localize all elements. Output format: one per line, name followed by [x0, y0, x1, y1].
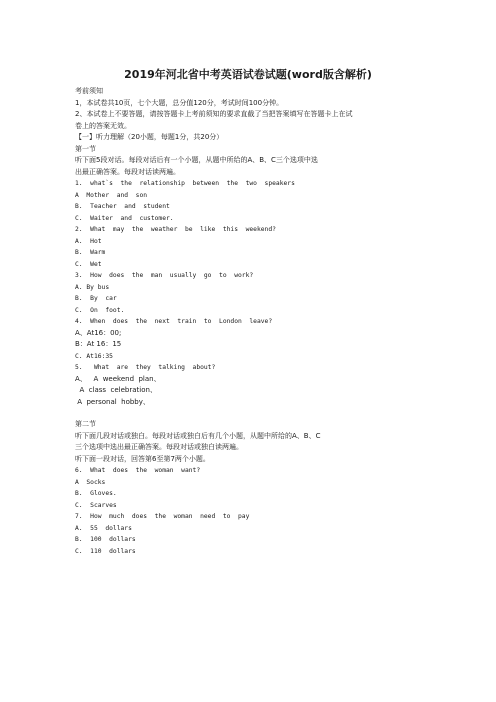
text-line: C. Wet — [75, 260, 102, 268]
text-line: C. On foot. — [75, 306, 125, 314]
text-line: A class celebration、 — [75, 386, 157, 394]
text-line: A. Hot — [75, 237, 102, 245]
text-line: A personal hobby、 — [75, 397, 150, 406]
text-line: B. 100 dollars — [75, 536, 136, 543]
text-line: 听下面一段对话，回答第6至第7两个小题。 — [75, 454, 210, 463]
text-line: 三个选项中选出最正确答案。每段对话或独白读两遍。 — [75, 443, 243, 451]
document-title: 2019年河北省中考英语试卷试题(word版含解析) — [124, 68, 372, 81]
text-line: 1. what`s the relationship between the two speakers — [75, 180, 295, 187]
text-line: 第二节 — [75, 420, 96, 428]
blank-line — [75, 408, 435, 419]
text-line: A. By bus — [75, 283, 110, 291]
text-line: 7. How much does the woman need to pay — [75, 513, 250, 520]
text-line: 考前须知 — [75, 87, 103, 95]
text-line: 1，本试卷共10页，七个大题，总分值120分，考试时间100分钟。 — [75, 98, 284, 107]
text-line: B. Teacher and student — [75, 203, 170, 210]
text-line: C. At16:35 — [75, 352, 113, 360]
document-body — [75, 86, 435, 557]
text-line: 听下面5段对话。每段对话后有一个小题，从题中所给的A、B、C三个选项中选 — [75, 156, 318, 164]
text-line: C. Waiter and customer. — [75, 214, 174, 222]
text-line: B. Warm — [75, 249, 106, 256]
text-line: C. Scarves — [75, 501, 117, 509]
text-line: C. 110 dollars — [75, 547, 136, 555]
text-line: 2、本试卷上不要答题，请按答题卡上考前须知的要求直截了当把答案填写在答题卡上在试 — [75, 110, 353, 118]
text-line: A、At16：00; — [75, 328, 122, 337]
text-line: 3. How does the man usually go to work? — [75, 272, 254, 279]
text-line: B. Gloves. — [75, 490, 117, 497]
text-line: 2. What may the weather be like this weekend? — [75, 226, 276, 233]
text-line: 听下面几段对话或独白。每段对话或独白后有几个小题，从题中所给的A、B、C — [75, 431, 321, 440]
text-line: A Mother and son — [75, 191, 148, 199]
text-line: 【一】听力理解（20小题，每题1分，共20分） — [75, 133, 224, 141]
text-line: A. 55 dollars — [75, 524, 132, 532]
text-line: 卷上的答案无效。 — [75, 121, 131, 130]
text-line: A、 A weekend plan、 — [75, 374, 161, 383]
text-line: 6. What does the woman want? — [75, 467, 201, 474]
text-line: 4. When does the next train to London leave? — [75, 318, 273, 325]
text-line: A Socks — [75, 478, 106, 486]
text-line: 出最正确答案。每段对话读两遍。 — [75, 167, 180, 176]
text-line: 第一节 — [75, 144, 96, 153]
text-line: 5. What are they talking about? — [75, 364, 216, 371]
text-line: B：At 16：15 — [75, 340, 122, 348]
text-line: B. By car — [75, 295, 117, 302]
